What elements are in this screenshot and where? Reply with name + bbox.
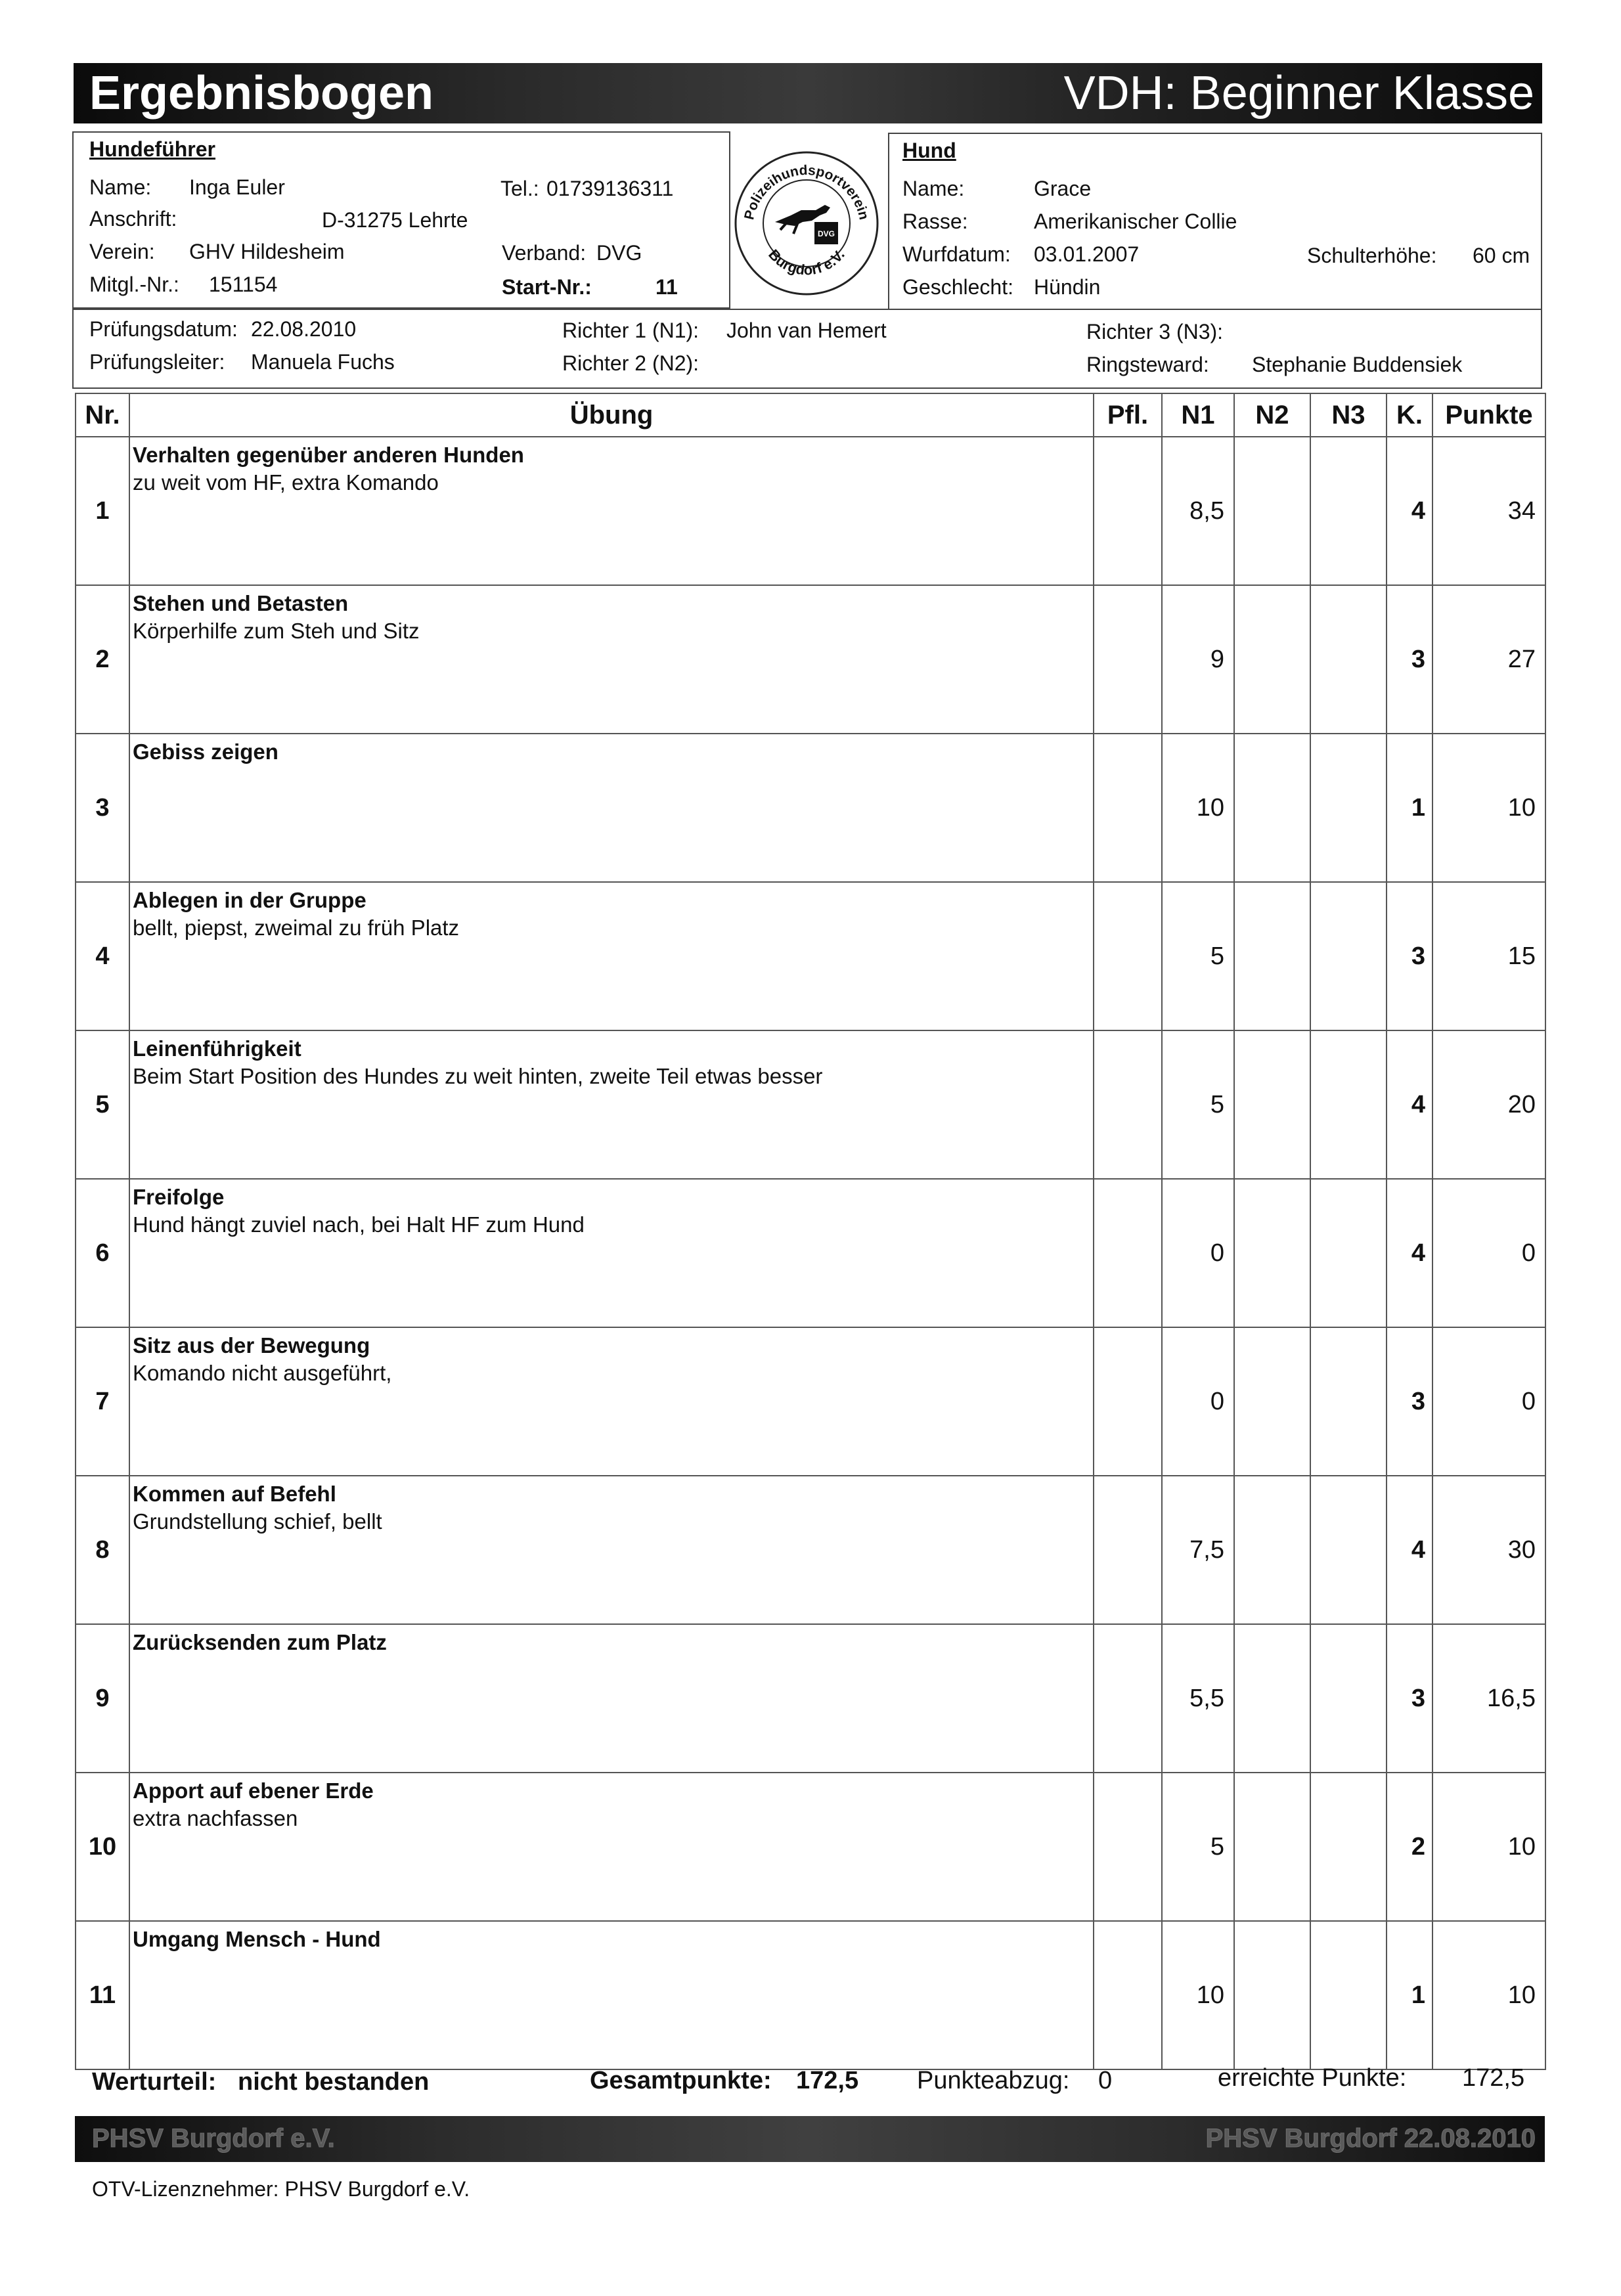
- row-n1: 5: [1162, 882, 1234, 1030]
- handler-association: DVG: [596, 241, 642, 265]
- table-row: [76, 585, 1545, 734]
- col-header-pfl: Pfl.: [1094, 393, 1162, 437]
- table-row: [76, 734, 1545, 882]
- page-title: Ergebnisbogen: [89, 67, 434, 120]
- exam-leader-label: Prüfungsleiter:: [89, 350, 225, 374]
- exercise-title: Gebiss zeigen: [133, 740, 278, 764]
- judge2-label: Richter 2 (N2):: [562, 351, 699, 375]
- handler-name-label: Name:: [89, 175, 152, 199]
- exercise-title: Umgang Mensch - Hund: [133, 1927, 381, 1951]
- row-points: 10: [1432, 734, 1545, 882]
- exam-date: 22.08.2010: [251, 317, 357, 341]
- row-pfl: [1094, 1179, 1162, 1327]
- row-exercise: [129, 882, 1094, 1030]
- exam-date-label: Prüfungsdatum:: [89, 317, 238, 341]
- row-n3: [1310, 734, 1387, 882]
- row-n3: [1310, 1327, 1387, 1476]
- row-pfl: [1094, 1327, 1162, 1476]
- row-pfl: [1094, 1624, 1162, 1773]
- handler-address: D-31275 Lehrte: [322, 208, 468, 232]
- table-row: [76, 1773, 1545, 1921]
- col-header-nr: Nr.: [76, 393, 129, 437]
- row-points: 30: [1432, 1476, 1545, 1624]
- row-pfl: [1094, 1476, 1162, 1624]
- dog-breed-label: Rasse:: [902, 210, 968, 233]
- row-n1: 0: [1162, 1327, 1234, 1476]
- exercise-title: Sitz aus der Bewegung: [133, 1333, 370, 1358]
- dog-height: 60 cm: [1473, 244, 1530, 267]
- dog-sex: Hündin: [1034, 275, 1101, 299]
- row-points: 10: [1432, 1921, 1545, 2069]
- row-k: 3: [1387, 882, 1432, 1030]
- exercise-note: bellt, piepst, zweimal zu früh Platz: [133, 916, 460, 940]
- row-pfl: [1094, 1921, 1162, 2069]
- handler-club: GHV Hildesheim: [189, 240, 345, 263]
- row-exercise: [129, 1624, 1094, 1773]
- table-row: [76, 1179, 1545, 1327]
- row-pfl: [1094, 1773, 1162, 1921]
- svg-text:Burgdorf e.V.: [765, 246, 848, 278]
- row-points: 20: [1432, 1030, 1545, 1179]
- achieved-label: erreichte Punkte:: [1218, 2064, 1407, 2092]
- handler-tel-label: Tel.:: [500, 177, 539, 200]
- row-n3: [1310, 1773, 1387, 1921]
- row-number: 1: [76, 437, 129, 585]
- row-k: 2: [1387, 1773, 1432, 1921]
- handler-address-label: Anschrift:: [89, 207, 177, 231]
- row-n1: 7,5: [1162, 1476, 1234, 1624]
- row-n3: [1310, 882, 1387, 1030]
- row-pfl: [1094, 437, 1162, 585]
- dog-breed: Amerikanischer Collie: [1034, 210, 1237, 233]
- row-n1: 5: [1162, 1773, 1234, 1921]
- row-exercise: [129, 585, 1094, 734]
- row-n3: [1310, 1030, 1387, 1179]
- row-n3: [1310, 1179, 1387, 1327]
- deduction-label: Punkteabzug:: [917, 2067, 1070, 2094]
- logo-top-text: Polizeihundsportverein: [742, 162, 872, 221]
- row-k: 4: [1387, 437, 1432, 585]
- row-points: 0: [1432, 1327, 1545, 1476]
- results-body: [76, 437, 1545, 2069]
- row-k: 1: [1387, 734, 1432, 882]
- table-row: [76, 1624, 1545, 1773]
- row-exercise: [129, 1476, 1094, 1624]
- row-n1: 8,5: [1162, 437, 1234, 585]
- row-n1: 9: [1162, 585, 1234, 734]
- exercise-note: Beim Start Position des Hundes zu weit hinten, zweite Teil etwas besser: [133, 1064, 823, 1088]
- table-row: [76, 437, 1545, 585]
- row-number: 7: [76, 1327, 129, 1476]
- row-exercise: [129, 1327, 1094, 1476]
- row-n2: [1234, 1179, 1310, 1327]
- judge3-label: Richter 3 (N3):: [1086, 320, 1224, 343]
- row-number: 3: [76, 734, 129, 882]
- handler-tel: 01739136311: [546, 177, 674, 200]
- row-n3: [1310, 1476, 1387, 1624]
- table-row: [76, 882, 1545, 1030]
- footer-club: PHSV Burgdorf e.V.: [92, 2124, 335, 2153]
- handler-association-label: Verband:: [502, 241, 587, 265]
- row-n2: [1234, 1921, 1310, 2069]
- exercise-note: Grundstellung schief, bellt: [133, 1509, 382, 1534]
- row-points: 15: [1432, 882, 1545, 1030]
- row-pfl: [1094, 734, 1162, 882]
- row-points: 0: [1432, 1179, 1545, 1327]
- exercise-title: Leinenführigkeit: [133, 1036, 301, 1061]
- handler-start-no: 11: [655, 275, 678, 299]
- table-row: [76, 1921, 1545, 2069]
- row-exercise: [129, 1921, 1094, 2069]
- handler-member-no: 151154: [209, 273, 278, 296]
- row-points: 27: [1432, 585, 1545, 734]
- club-logo: [728, 144, 885, 302]
- row-k: 1: [1387, 1921, 1432, 2069]
- dog-name-label: Name:: [902, 177, 965, 200]
- exam-leader: Manuela Fuchs: [251, 350, 395, 374]
- row-points: 16,5: [1432, 1624, 1545, 1773]
- row-n1: 0: [1162, 1179, 1234, 1327]
- exercise-note: zu weit vom HF, extra Komando: [133, 470, 439, 495]
- logo-bottom-text: Burgdorf e.V.: [765, 246, 848, 278]
- row-k: 3: [1387, 585, 1432, 734]
- row-k: 4: [1387, 1476, 1432, 1624]
- dog-birth-date: 03.01.2007: [1034, 242, 1140, 266]
- row-number: 4: [76, 882, 129, 1030]
- exercise-title: Stehen und Betasten: [133, 591, 349, 615]
- row-pfl: [1094, 1030, 1162, 1179]
- row-n2: [1234, 1030, 1310, 1179]
- licensee-text: OTV-Lizenznehmer: PHSV Burgdorf e.V.: [92, 2177, 470, 2201]
- row-pfl: [1094, 882, 1162, 1030]
- dog-birth-label: Wurfdatum:: [902, 242, 1011, 266]
- handler-club-label: Verein:: [89, 240, 155, 263]
- row-number: 5: [76, 1030, 129, 1179]
- results-table: [75, 393, 1546, 2070]
- row-k: 4: [1387, 1030, 1432, 1179]
- col-header-points: Punkte: [1432, 393, 1545, 437]
- handler-name: Inga Euler: [189, 175, 285, 199]
- row-k: 4: [1387, 1179, 1432, 1327]
- row-n3: [1310, 437, 1387, 585]
- exercise-title: Ablegen in der Gruppe: [133, 888, 366, 912]
- row-number: 2: [76, 585, 129, 734]
- handler-heading: Hundeführer: [89, 137, 215, 161]
- handler-start-label: Start-Nr.:: [502, 275, 592, 299]
- row-n1: 5: [1162, 1030, 1234, 1179]
- dog-heading: Hund: [902, 139, 956, 162]
- row-points: 34: [1432, 437, 1545, 585]
- verdict-value: nicht bestanden: [238, 2068, 430, 2096]
- exercise-title: Freifolge: [133, 1185, 225, 1209]
- steward-label: Ringsteward:: [1086, 353, 1209, 376]
- verdict-label: Werturteil:: [92, 2068, 217, 2096]
- table-header-row: [76, 393, 1545, 437]
- dvg-badge-text: DVG: [817, 229, 835, 238]
- col-header-n2: N2: [1234, 393, 1310, 437]
- table-row: [76, 1327, 1545, 1476]
- exercise-note: Körperhilfe zum Steh und Sitz: [133, 619, 420, 643]
- row-exercise: [129, 437, 1094, 585]
- row-number: 6: [76, 1179, 129, 1327]
- total-value: 172,5: [796, 2067, 859, 2094]
- row-n3: [1310, 585, 1387, 734]
- row-n2: [1234, 1476, 1310, 1624]
- row-n2: [1234, 882, 1310, 1030]
- row-exercise: [129, 734, 1094, 882]
- row-n2: [1234, 1327, 1310, 1476]
- row-number: 11: [76, 1921, 129, 2069]
- exercise-title: Kommen auf Befehl: [133, 1482, 336, 1506]
- row-n2: [1234, 1624, 1310, 1773]
- row-n3: [1310, 1624, 1387, 1773]
- exercise-note: Komando nicht ausgeführt,: [133, 1361, 392, 1385]
- achieved-value: 172,5: [1462, 2064, 1525, 2092]
- row-number: 9: [76, 1624, 129, 1773]
- col-header-n3: N3: [1310, 393, 1387, 437]
- judge1-label: Richter 1 (N1):: [562, 319, 699, 342]
- row-points: 10: [1432, 1773, 1545, 1921]
- dog-sex-label: Geschlecht:: [902, 275, 1013, 299]
- exercise-note: extra nachfassen: [133, 1806, 298, 1830]
- row-n1: 10: [1162, 1921, 1234, 2069]
- row-n1: 10: [1162, 734, 1234, 882]
- deduction-value: 0: [1098, 2067, 1113, 2094]
- row-k: 3: [1387, 1327, 1432, 1476]
- exercise-title: Apport auf ebener Erde: [133, 1778, 374, 1803]
- table-row: [76, 1030, 1545, 1179]
- row-number: 10: [76, 1773, 129, 1921]
- row-n2: [1234, 734, 1310, 882]
- row-exercise: [129, 1179, 1094, 1327]
- dog-name: Grace: [1034, 177, 1092, 200]
- exercise-note: Hund hängt zuviel nach, bei Halt HF zum Hund: [133, 1212, 585, 1237]
- steward-name: Stephanie Buddensiek: [1252, 353, 1463, 376]
- col-header-k: K.: [1387, 393, 1432, 437]
- row-k: 3: [1387, 1624, 1432, 1773]
- total-label: Gesamtpunkte:: [590, 2067, 772, 2094]
- judge1-name: John van Hemert: [726, 319, 887, 342]
- row-pfl: [1094, 585, 1162, 734]
- row-n2: [1234, 585, 1310, 734]
- class-title: VDH: Beginner Klasse: [1063, 67, 1534, 120]
- dog-height-label: Schulterhöhe:: [1307, 244, 1437, 267]
- exercise-title: Zurücksenden zum Platz: [133, 1630, 387, 1654]
- row-n2: [1234, 437, 1310, 585]
- footer-club-date: PHSV Burgdorf 22.08.2010: [1205, 2124, 1536, 2153]
- row-number: 8: [76, 1476, 129, 1624]
- table-row: [76, 1476, 1545, 1624]
- row-n2: [1234, 1773, 1310, 1921]
- row-n3: [1310, 1921, 1387, 2069]
- col-header-exercise: Übung: [129, 393, 1094, 437]
- row-n1: 5,5: [1162, 1624, 1234, 1773]
- handler-member-label: Mitgl.-Nr.:: [89, 273, 179, 296]
- col-header-n1: N1: [1162, 393, 1234, 437]
- exercise-title: Verhalten gegenüber anderen Hunden: [133, 443, 524, 467]
- row-exercise: [129, 1773, 1094, 1921]
- row-exercise: [129, 1030, 1094, 1179]
